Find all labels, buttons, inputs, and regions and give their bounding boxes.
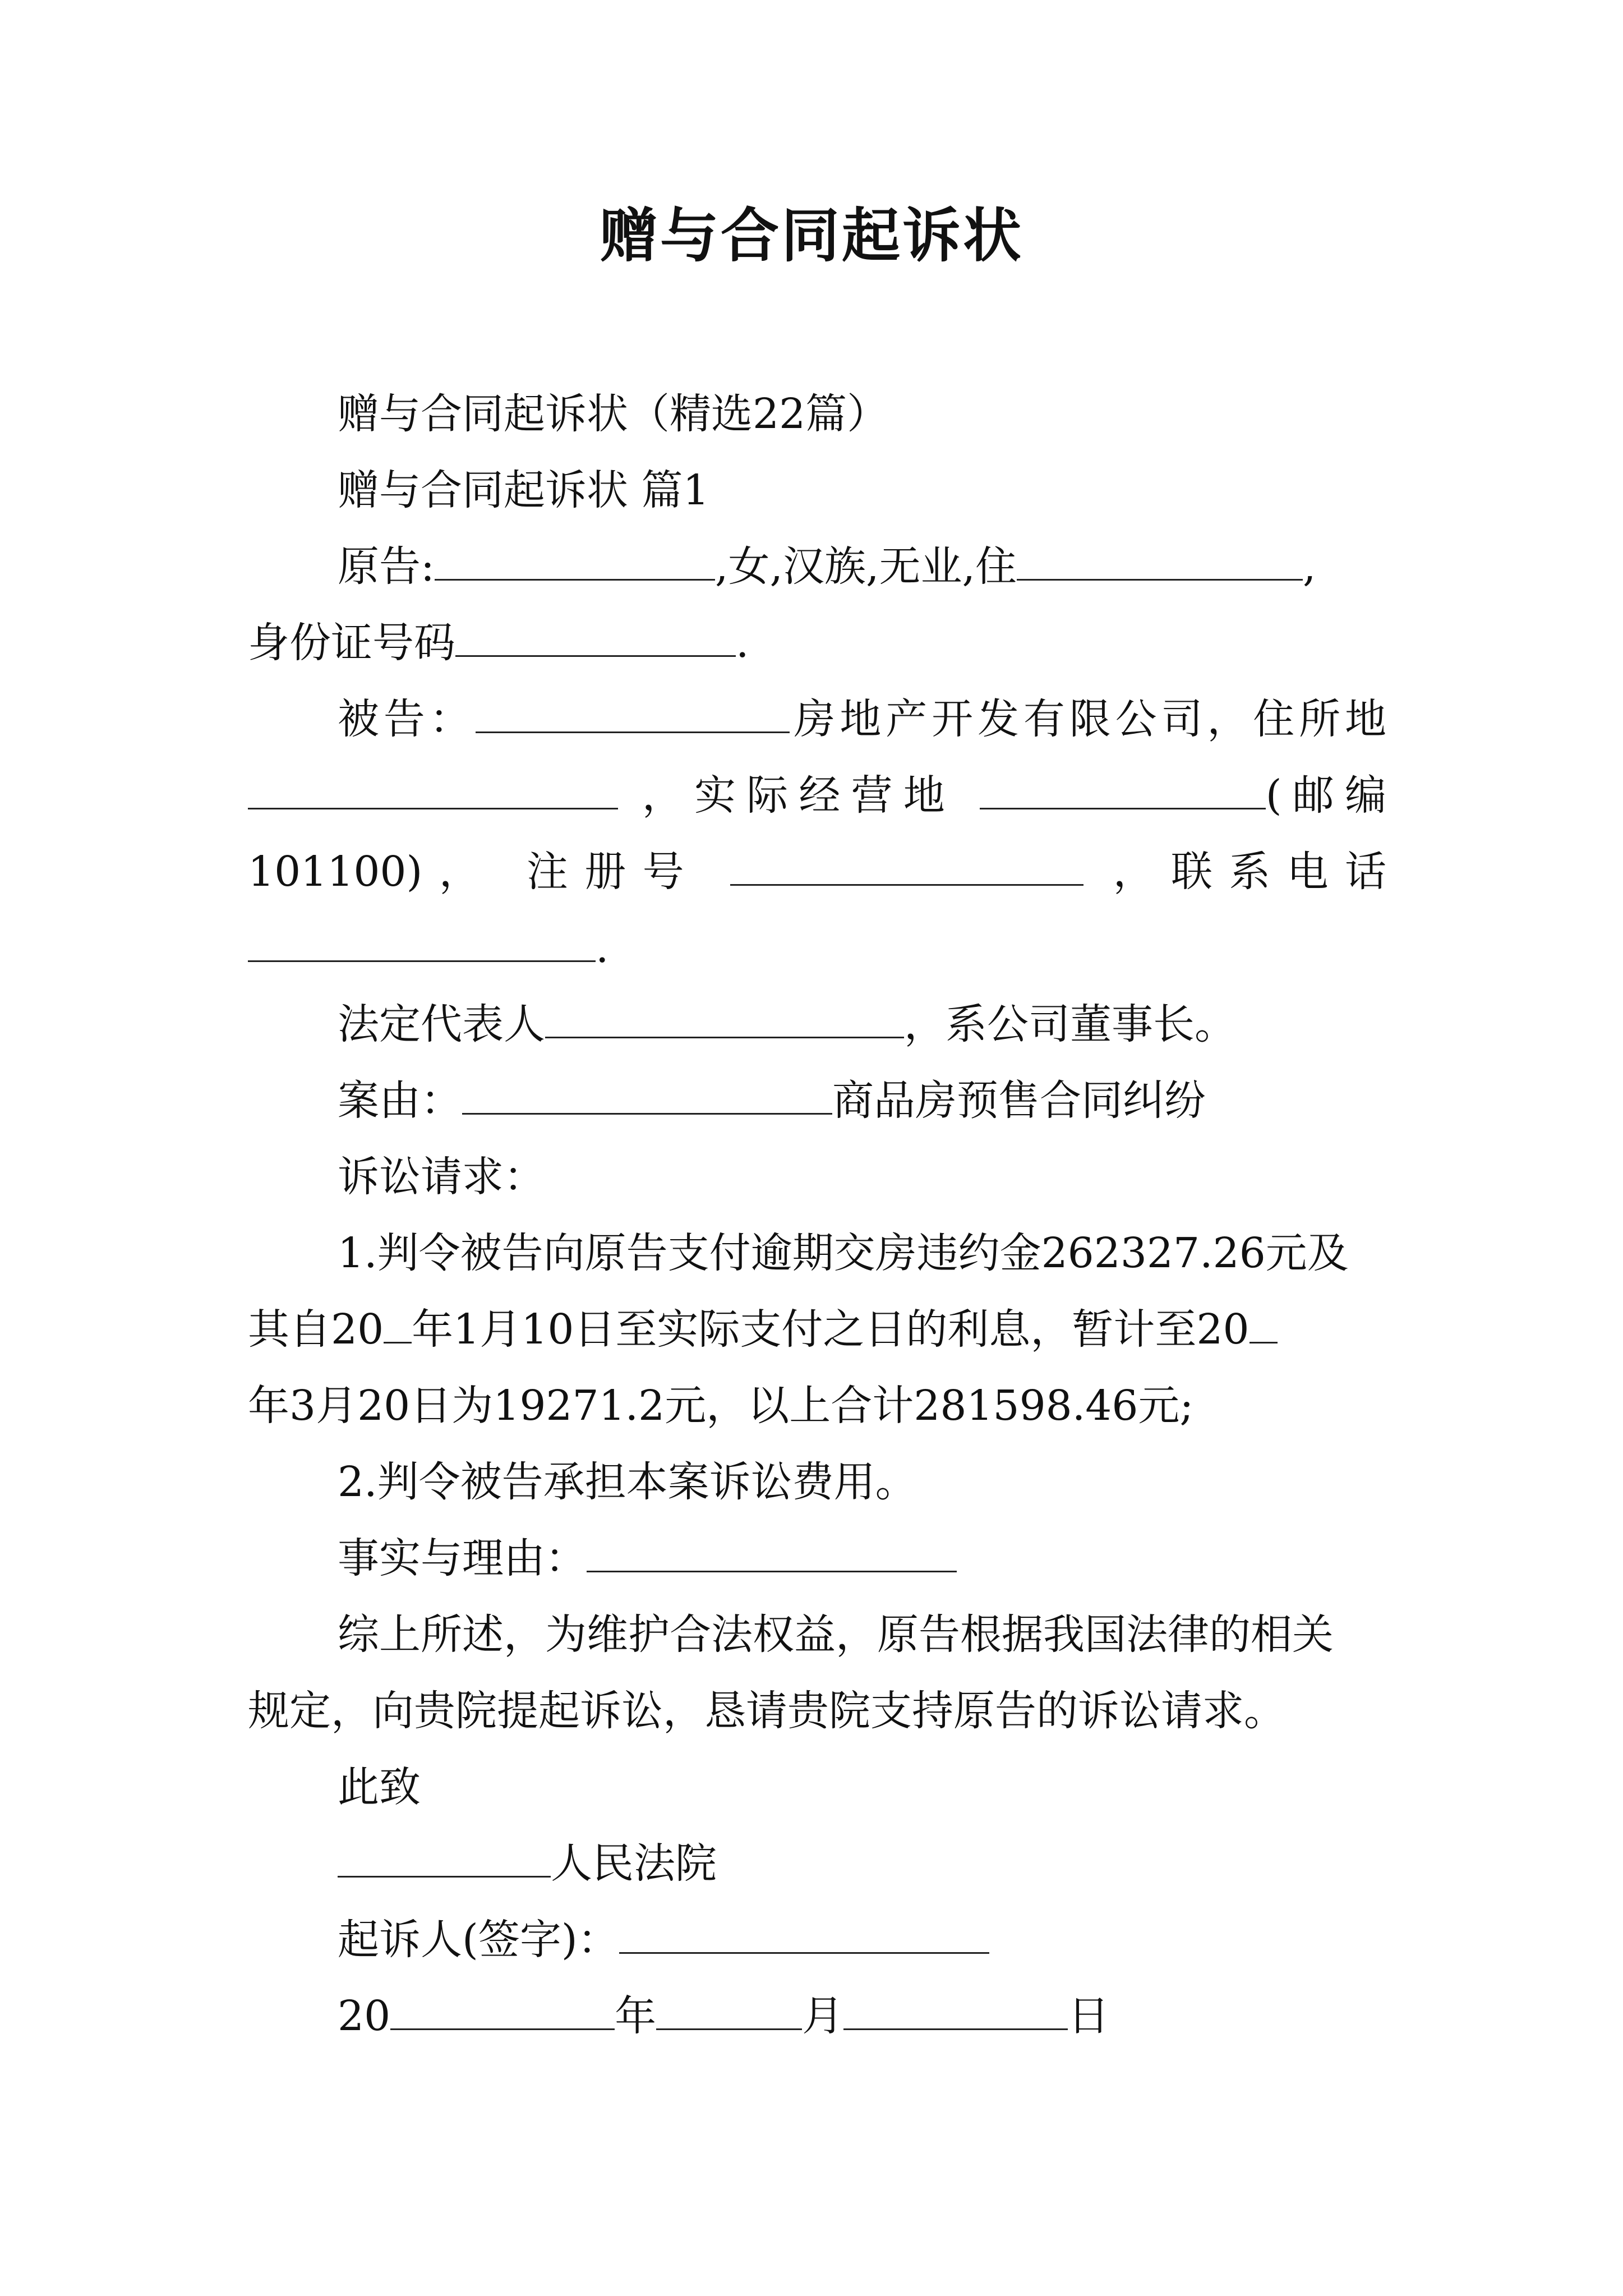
claim-year-blank-1 bbox=[384, 1305, 412, 1343]
signer-label: 起诉人(签字)： bbox=[338, 1916, 619, 1964]
defendant-reg-blank bbox=[730, 847, 1083, 886]
date-year-label: 年 bbox=[615, 1992, 657, 2040]
date-month-blank bbox=[656, 1991, 802, 2030]
section-heading: 赠与合同起诉状 篇1 bbox=[338, 466, 709, 514]
defendant-end: . bbox=[596, 924, 609, 972]
facts-label: 事实与理由： bbox=[338, 1534, 587, 1582]
plaintiff-end: , bbox=[1303, 542, 1316, 591]
plaintiff-id-label: 身份证号码 bbox=[248, 619, 455, 667]
conclusion-line-1: 综上所述，为维护合法权益，原告根据我国法律的相关 bbox=[338, 1611, 1334, 1659]
plaintiff-id-blank bbox=[455, 618, 736, 657]
defendant-phone-blank bbox=[248, 923, 596, 962]
plaintiff-address-blank bbox=[1017, 542, 1303, 581]
document-body bbox=[248, 376, 1386, 2054]
defendant-name-blank bbox=[476, 694, 790, 733]
plaintiff-id-line bbox=[248, 605, 1386, 681]
claim-1-line-2b: 年1月10日至实际支付之日的利息，暂计至20 bbox=[412, 1305, 1249, 1354]
subtitle: 赠与合同起诉状（精选22篇） bbox=[338, 390, 889, 438]
case-cause-value: 商品房预售合同纠纷 bbox=[832, 1076, 1206, 1125]
claim-1-line-3: 年3月20日为19271.2元，以上合计281598.46元; bbox=[248, 1382, 1194, 1430]
claim-1-line-2a: 其自20 bbox=[248, 1305, 384, 1354]
defendant-line-3 bbox=[248, 834, 1386, 910]
plaintiff-label: 原告: bbox=[338, 542, 435, 591]
plaintiff-desc: ,女,汉族,无业,住 bbox=[714, 542, 1017, 591]
claim-1-line-2 bbox=[248, 1291, 1386, 1368]
defendant-label: 被告： bbox=[338, 695, 476, 743]
claim-1-line-1: 1.判令被告向原告支付逾期交房违约金262327.26元及 bbox=[338, 1229, 1349, 1277]
plaintiff-line bbox=[248, 528, 1386, 605]
salutation: 此致 bbox=[338, 1763, 421, 1811]
conclusion-line-2: 规定，向贵院提起诉讼，恳请贵院支持原告的诉讼请求。 bbox=[248, 1687, 1285, 1735]
defendant-postcode-value: 101100)， bbox=[248, 848, 497, 896]
date-prefix: 20 bbox=[338, 1992, 391, 2040]
document-title: 赠与合同起诉状 bbox=[599, 201, 1023, 270]
defendant-address-label: ，实际经营地 bbox=[642, 771, 956, 820]
claims-heading: 诉讼请求： bbox=[338, 1153, 545, 1201]
plaintiff-id-end: . bbox=[736, 619, 749, 667]
case-cause-blank bbox=[462, 1076, 832, 1115]
date-month-label: 月 bbox=[802, 1992, 844, 2040]
facts-blank bbox=[587, 1534, 957, 1572]
signer-blank bbox=[619, 1915, 989, 1954]
defendant-business-blank bbox=[980, 771, 1266, 809]
legal-rep-blank bbox=[545, 1000, 904, 1038]
legal-rep-label: 法定代表人 bbox=[338, 1000, 545, 1048]
defendant-reg-label: 注册号 bbox=[526, 848, 700, 896]
case-cause-label: 案由： bbox=[338, 1076, 462, 1125]
court-line bbox=[248, 1825, 1386, 1902]
defendant-line-2 bbox=[248, 757, 1386, 834]
case-cause-line bbox=[248, 1062, 1386, 1139]
facts-line bbox=[248, 1520, 1386, 1596]
date-year-blank bbox=[390, 1991, 615, 2030]
defendant-address-blank bbox=[248, 771, 618, 809]
defendant-line-1 bbox=[248, 681, 1386, 757]
date-day-blank bbox=[843, 1991, 1068, 2030]
court-name-blank bbox=[338, 1839, 551, 1878]
defendant-company: 房地产开发有限公司，住所地 bbox=[789, 695, 1386, 743]
defendant-phone-label: ，联系电话 bbox=[1113, 848, 1386, 896]
legal-rep-line bbox=[248, 986, 1386, 1062]
plaintiff-name-blank bbox=[435, 542, 715, 581]
claim-year-blank-2 bbox=[1249, 1305, 1278, 1343]
court-suffix: 人民法院 bbox=[551, 1839, 717, 1888]
defendant-line-4 bbox=[248, 910, 1386, 986]
date-day-label: 日 bbox=[1068, 1992, 1110, 2040]
date-line bbox=[248, 1978, 1386, 2054]
claim-2: 2.判令被告承担本案诉讼费用。 bbox=[338, 1458, 917, 1506]
defendant-postcode: (邮编 bbox=[1265, 771, 1386, 820]
signer-line bbox=[248, 1902, 1386, 1978]
legal-rep-suffix: ，系公司董事长。 bbox=[904, 1000, 1236, 1048]
